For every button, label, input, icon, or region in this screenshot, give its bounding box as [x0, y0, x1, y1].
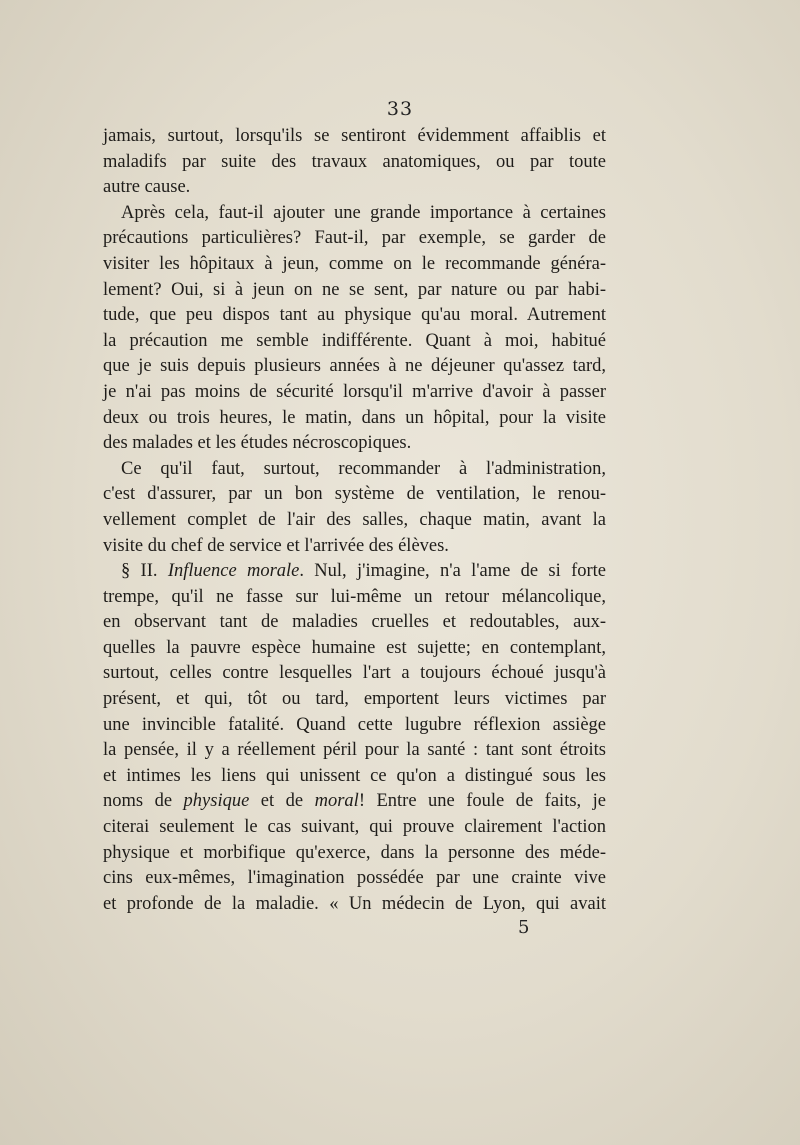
page-number: 33 [386, 98, 414, 120]
text-line: physique et morbifique qu'exerce, dans la personne des méde- [103, 842, 606, 863]
text-line: autre cause. [103, 177, 191, 198]
text-line: la précaution me semble indifférente. Quant à moi, habitué [103, 330, 606, 351]
text-line: maladifs par suite des travaux anatomiques, ou par toute [103, 151, 606, 172]
text-run: noms de [103, 791, 184, 812]
paragraph-2 [103, 201, 606, 457]
text-run: . Nul, j'imagine, n'a l'ame de si forte [299, 561, 607, 582]
text-line: une invincible fatalité. Quand cette lugubre réflexion assiège [103, 714, 606, 735]
text-line: visite du chef de service et l'arrivée des élèves. [103, 535, 449, 556]
text-line: citerai seulement le cas suivant, qui prouve clairement l'action [103, 817, 606, 838]
text-line: jamais, surtout, lorsqu'ils se sentiront évidemment affaiblis et [103, 126, 606, 146]
text-line: précautions particulières? Faut-il, par exemple, se garder de [103, 228, 606, 249]
text-line: et profonde de la maladie. « Un médecin de Lyon, qui avait [103, 893, 606, 914]
text-line: quelles la pauvre espèce humaine est sujette; en contemplant, [103, 637, 606, 658]
paragraph-4 [103, 559, 606, 917]
section-number: § II. [121, 561, 158, 582]
text-line: la pensée, il y a réellement péril pour la santé : tant sont étroits [103, 740, 606, 761]
text-line [103, 789, 606, 815]
text-run: ! Entre une foule de faits, je [358, 791, 607, 812]
text-line: c'est d'assurer, par un bon système de ventilation, le renou- [103, 484, 606, 505]
text-line: je n'ai pas moins de sécurité lorsqu'il m'arrive d'avoir à passer [103, 381, 606, 402]
italic-term-moral: moral [314, 791, 359, 812]
text-line: surtout, celles contre lesquelles l'art a toujours échoué jusqu'à [103, 663, 606, 684]
section-title: Influence morale [167, 561, 300, 582]
italic-term-physique: physique [183, 791, 250, 812]
text-line: des malades et les études nécroscopiques. [103, 433, 412, 454]
text-line: présent, et qui, tôt ou tard, emportent leurs victimes par [103, 689, 606, 710]
text-line: en observant tant de maladies cruelles et redoutables, aux- [103, 612, 606, 633]
body-text [103, 124, 606, 917]
text-line: cins eux-mêmes, l'imagination possédée par une crainte vive [103, 868, 606, 889]
text-line: vellement complet de l'air des salles, chaque matin, avant la [103, 509, 606, 530]
text-line: tude, que peu dispos tant au physique qu'au moral. Autrement [103, 305, 606, 326]
text-run: et de [249, 791, 315, 812]
text-line: que je suis depuis plusieurs années à ne déjeuner qu'assez tard, [103, 356, 606, 377]
text-line: trempe, qu'il ne fasse sur lui-même un retour mélancolique, [103, 586, 606, 607]
paragraph-1 [103, 124, 606, 201]
section-heading-line [103, 559, 606, 585]
text-line: deux ou trois heures, le matin, dans un hôpital, pour la visite [103, 407, 606, 428]
signature-mark: 5 [518, 917, 530, 938]
text-line: Après cela, faut-il ajouter une grande importance à certaines [121, 202, 606, 223]
paragraph-3 [103, 457, 606, 559]
text-line: lement? Oui, si à jeun on ne se sent, par nature ou par habi- [103, 279, 606, 300]
text-line: visiter les hôpitaux à jeun, comme on le recommande généra- [103, 253, 606, 274]
text-line: et intimes les liens qui unissent ce qu'on a distingué sous les [103, 765, 606, 786]
text-line: Ce qu'il faut, surtout, recommander à l'administration, [121, 458, 606, 479]
